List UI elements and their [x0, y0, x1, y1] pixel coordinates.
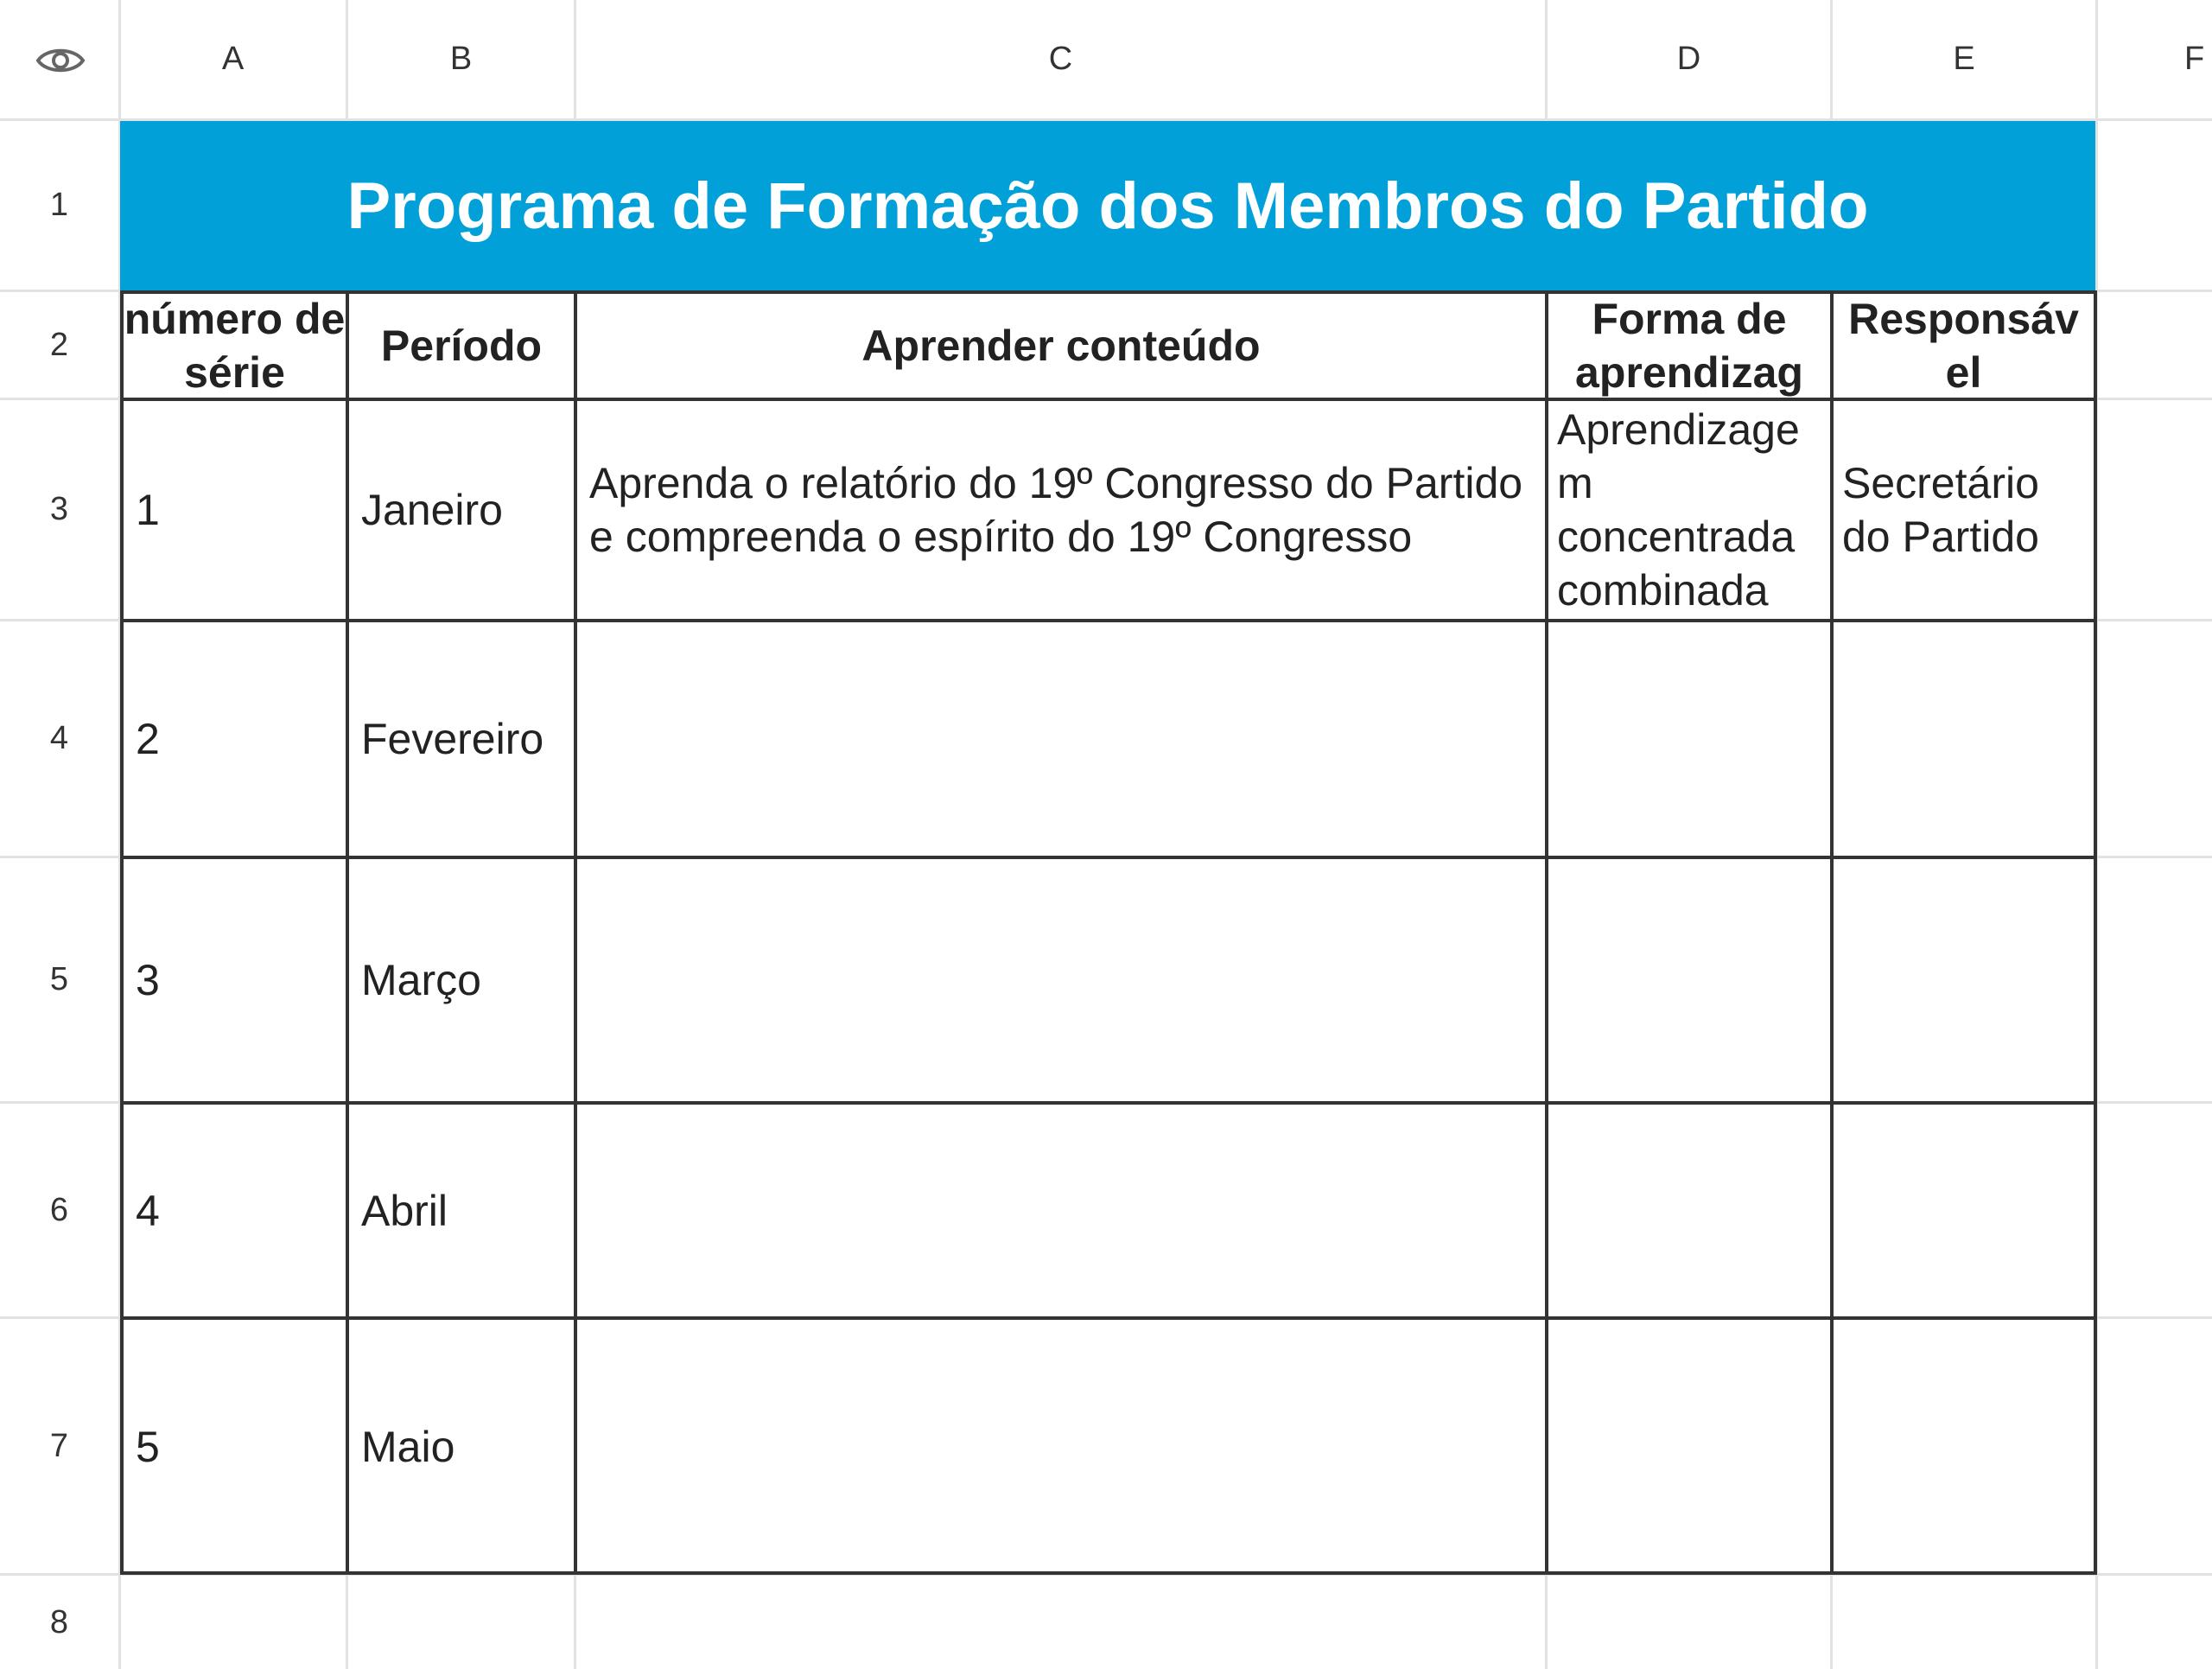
cell-period[interactable]: Fevereiro	[361, 715, 544, 763]
cell-period[interactable]: Março	[361, 956, 481, 1004]
column-header-c[interactable]: C	[1048, 41, 1073, 77]
row-header-8[interactable]: 8	[49, 1603, 69, 1640]
cell-responsible[interactable]: Secretário do Partido	[1842, 459, 2039, 561]
cell-responsible[interactable]	[1834, 622, 2094, 856]
cell-method[interactable]	[1548, 859, 1830, 1101]
row-header-4[interactable]: 4	[49, 720, 69, 756]
cell-content[interactable]	[577, 1320, 1545, 1573]
cell-method[interactable]	[1548, 1105, 1830, 1316]
header-method[interactable]: Forma de aprendizag	[1575, 295, 1803, 397]
cell-period[interactable]: Janeiro	[361, 486, 503, 534]
cell-responsible[interactable]	[1834, 859, 2094, 1101]
cell-method[interactable]: Aprendizage m concentrada combinada	[1557, 405, 1800, 615]
cell-content[interactable]: Aprenda o relatório do 19º Congresso do Partido e compreenda o espírito do 19º Congresso	[589, 459, 1523, 561]
header-responsible[interactable]: Responsáv el	[1848, 295, 2079, 397]
row-header-3[interactable]: 3	[49, 491, 69, 527]
cell-method[interactable]	[1548, 1320, 1830, 1573]
cell-responsible[interactable]	[1834, 1320, 2094, 1573]
header-serial[interactable]: número de série	[124, 295, 346, 397]
header-content[interactable]: Aprender conteúdo	[861, 322, 1261, 370]
column-header-b[interactable]: B	[449, 41, 473, 77]
cell-serial[interactable]: 1	[136, 486, 160, 534]
cell-serial[interactable]: 5	[136, 1422, 160, 1471]
column-header-d[interactable]: D	[1676, 41, 1701, 77]
cell-period[interactable]: Maio	[361, 1422, 455, 1471]
row-header-7[interactable]: 7	[49, 1427, 69, 1464]
cell-serial[interactable]: 4	[136, 1186, 160, 1235]
cell-method[interactable]	[1548, 622, 1830, 856]
cell-serial[interactable]: 3	[136, 956, 160, 1004]
cell-serial[interactable]: 2	[136, 715, 160, 763]
column-header-e[interactable]: E	[1953, 41, 1975, 77]
row-header-1[interactable]: 1	[49, 187, 69, 223]
eye-icon	[35, 43, 86, 78]
cell-period[interactable]: Abril	[361, 1186, 448, 1235]
cell-content[interactable]	[577, 859, 1545, 1101]
sheet-title-cell[interactable]: Programa de Formação dos Membros do Partido	[120, 121, 2095, 290]
column-header-f[interactable]: F	[2184, 41, 2205, 77]
column-header-a[interactable]: A	[221, 41, 245, 77]
header-period[interactable]: Período	[380, 322, 543, 370]
select-all-corner[interactable]	[0, 0, 120, 120]
cell-content[interactable]	[577, 1105, 1545, 1316]
cell-responsible[interactable]	[1834, 1105, 2094, 1316]
cell-content[interactable]	[577, 622, 1545, 856]
row-header-5[interactable]: 5	[49, 961, 69, 997]
row-header-2[interactable]: 2	[49, 326, 69, 363]
row-header-6[interactable]: 6	[49, 1191, 69, 1228]
